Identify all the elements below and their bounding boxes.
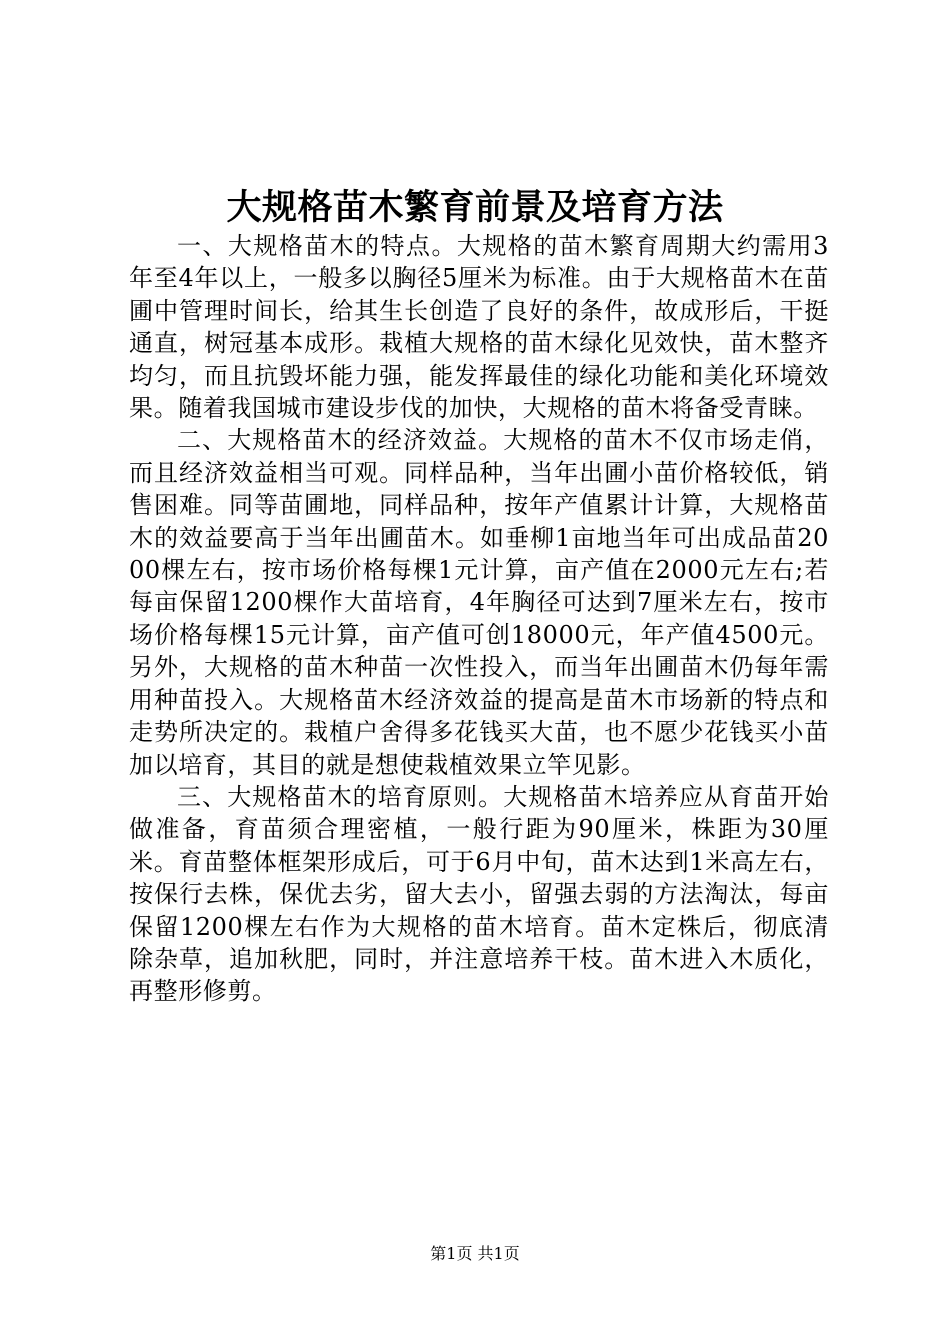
page-number-footer: 第1页 共1页 [430, 1244, 520, 1263]
paragraph-characteristics: 一、大规格苗木的特点。大规格的苗木繁育周期大约需用3年至4年以上，一般多以胸径5厘米为标准。由于大规格苗木在苗圃中管理时间长，给其生长创造了良好的条件，故成形后，干挺通直，树冠基本成形。栽植大规格的苗木绿化见效快，苗木整齐均匀，而且抗毁坏能力强，能发挥最佳的绿化功能和美化环境效果。随着我国城市建设步伐的加快，大规格的苗木将备受青睐。 [129, 232, 829, 423]
paragraph-economic-benefits: 二、大规格苗木的经济效益。大规格的苗木不仅市场走俏，而且经济效益相当可观。同样品种，当年出圃小苗价格较低，销售困难。同等苗圃地，同样品种，按年产值累计计算，大规格苗木的效益要高于当年出圃苗木。如垂柳1亩地当年可出成品苗2000棵左右，按市场价格每棵1元计算，亩产值在2000元左右;若每亩保留1200棵作大苗培育，4年胸径可达到7厘米左右，按市场价格每棵15元计算，亩产值可创18000元，年产值4500元。另外，大规格的苗木种苗一次性投入，而当年出圃苗木仍每年需用种苗投入。大规格苗木经济效益的提高是苗木市场新的特点和走势所决定的。栽植户舍得多花钱买大苗，也不愿少花钱买小苗加以培育，其目的就是想使栽植效果立竿见影。 [129, 426, 829, 779]
document-title: 大规格苗木繁育前景及培育方法 [226, 187, 724, 228]
document-body [129, 230, 829, 1008]
paragraph-cultivation-principles: 三、大规格苗木的培育原则。大规格苗木培养应从育苗开始做准备，育苗须合理密植，一般行距为90厘米，株距为30厘米。育苗整体框架形成后，可于6月中旬，苗木达到1米高左右，按保行去株，保优去劣，留大去小，留强去弱的方法淘汰，每亩保留1200棵左右作为大规格的苗木培育。苗木定株后，彻底清除杂草，追加秋肥，同时，并注意培养干枝。苗木进入木质化，再整形修剪。 [129, 782, 829, 1006]
